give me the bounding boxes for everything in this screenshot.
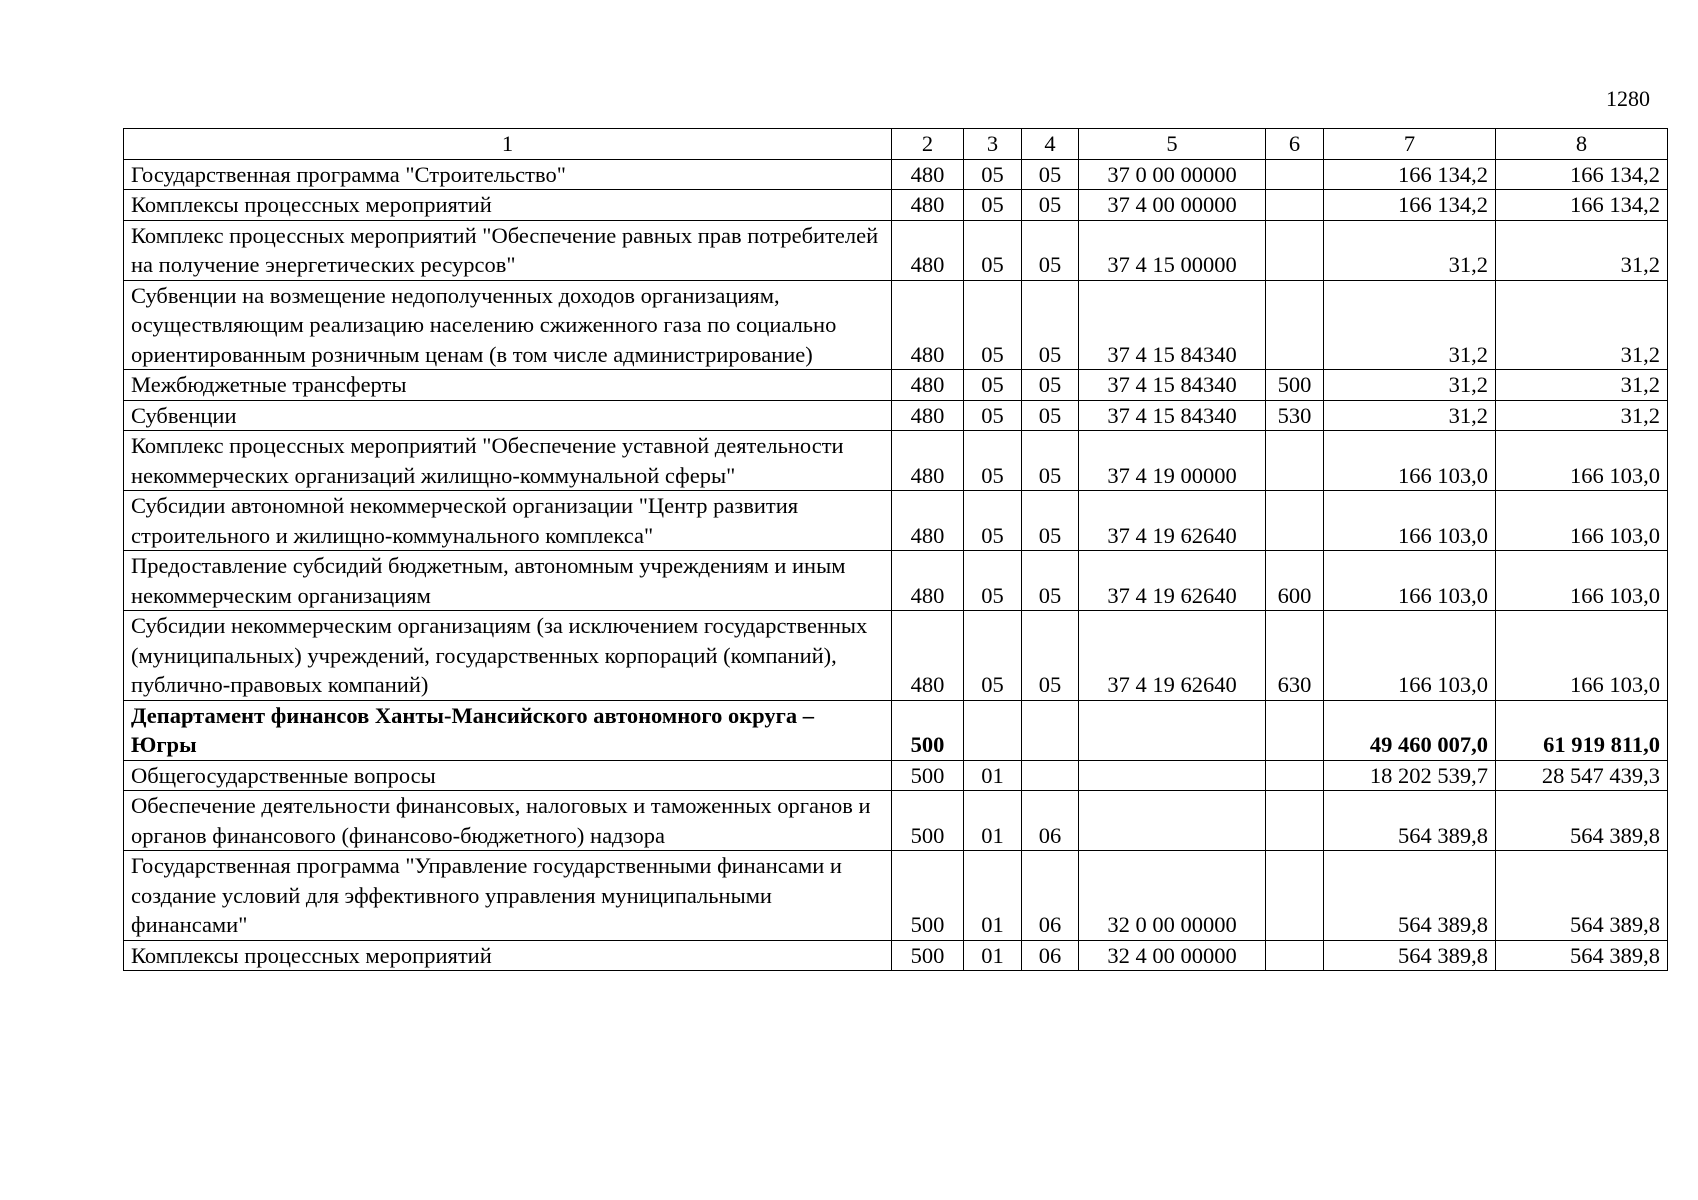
amount-col7-cell: 564 389,8 bbox=[1324, 791, 1496, 851]
expense-type-cell bbox=[1266, 220, 1324, 280]
amount-col8-cell: 61 919 811,0 bbox=[1496, 700, 1668, 760]
table-row bbox=[124, 551, 1668, 611]
section-cell: 05 bbox=[964, 370, 1022, 401]
header-row bbox=[124, 129, 1668, 160]
expense-type-cell bbox=[1266, 431, 1324, 491]
section-cell: 05 bbox=[964, 551, 1022, 611]
expense-type-cell: 500 bbox=[1266, 370, 1324, 401]
admin-code-cell: 480 bbox=[892, 190, 964, 221]
target-article-cell: 37 4 19 62640 bbox=[1079, 611, 1266, 701]
amount-col7-cell: 166 103,0 bbox=[1324, 611, 1496, 701]
table-row bbox=[124, 220, 1668, 280]
amount-col7-cell: 166 103,0 bbox=[1324, 431, 1496, 491]
admin-code-cell: 480 bbox=[892, 220, 964, 280]
amount-col7-cell: 166 134,2 bbox=[1324, 190, 1496, 221]
amount-col7-cell: 31,2 bbox=[1324, 400, 1496, 431]
amount-col8-cell: 31,2 bbox=[1496, 400, 1668, 431]
subsection-cell: 05 bbox=[1022, 491, 1079, 551]
amount-col8-cell: 564 389,8 bbox=[1496, 940, 1668, 971]
item-name-cell: Субвенции bbox=[124, 400, 892, 431]
amount-col7-cell: 31,2 bbox=[1324, 220, 1496, 280]
section-cell: 05 bbox=[964, 400, 1022, 431]
expense-type-cell bbox=[1266, 491, 1324, 551]
admin-code-cell: 480 bbox=[892, 400, 964, 431]
expense-type-cell: 600 bbox=[1266, 551, 1324, 611]
section-cell: 05 bbox=[964, 611, 1022, 701]
subsection-cell: 06 bbox=[1022, 940, 1079, 971]
amount-col7-cell: 564 389,8 bbox=[1324, 851, 1496, 941]
amount-col7-cell: 31,2 bbox=[1324, 370, 1496, 401]
section-cell: 01 bbox=[964, 940, 1022, 971]
target-article-cell: 37 4 00 00000 bbox=[1079, 190, 1266, 221]
item-name-cell: Государственная программа "Строительство" bbox=[124, 159, 892, 190]
item-name-cell: Предоставление субсидий бюджетным, автономным учреждениям и иным некоммерческим организациям bbox=[124, 551, 892, 611]
expense-type-cell bbox=[1266, 791, 1324, 851]
item-name-cell: Субсидии некоммерческим организациям (за исключением государственных (муниципальных) учреждений, государственных корпораций (компаний), публично-правовых компаний) bbox=[124, 611, 892, 701]
expense-type-cell bbox=[1266, 851, 1324, 941]
target-article-cell: 32 4 00 00000 bbox=[1079, 940, 1266, 971]
admin-code-cell: 500 bbox=[892, 700, 964, 760]
table-row bbox=[124, 760, 1668, 791]
target-article-cell bbox=[1079, 700, 1266, 760]
amount-col8-cell: 166 103,0 bbox=[1496, 491, 1668, 551]
table-row bbox=[124, 370, 1668, 401]
subsection-cell: 05 bbox=[1022, 280, 1079, 370]
expense-type-cell bbox=[1266, 159, 1324, 190]
expense-type-cell bbox=[1266, 700, 1324, 760]
target-article-cell: 37 4 15 00000 bbox=[1079, 220, 1266, 280]
amount-col8-cell: 28 547 439,3 bbox=[1496, 760, 1668, 791]
table-row bbox=[124, 851, 1668, 941]
table-row bbox=[124, 431, 1668, 491]
subsection-cell: 05 bbox=[1022, 370, 1079, 401]
target-article-cell: 37 4 19 62640 bbox=[1079, 491, 1266, 551]
target-article-cell: 37 0 00 00000 bbox=[1079, 159, 1266, 190]
page-number: 1280 bbox=[1606, 86, 1650, 111]
header-cell: 2 bbox=[892, 129, 964, 160]
item-name-cell: Обеспечение деятельности финансовых, налоговых и таможенных органов и органов финансового (финансово-бюджетного) надзора bbox=[124, 791, 892, 851]
admin-code-cell: 480 bbox=[892, 431, 964, 491]
amount-col8-cell: 166 134,2 bbox=[1496, 190, 1668, 221]
header-cell: 4 bbox=[1022, 129, 1079, 160]
amount-col7-cell: 49 460 007,0 bbox=[1324, 700, 1496, 760]
budget-table bbox=[123, 128, 1668, 971]
table-body bbox=[124, 129, 1668, 971]
header-cell: 5 bbox=[1079, 129, 1266, 160]
section-cell: 05 bbox=[964, 431, 1022, 491]
section-cell: 05 bbox=[964, 159, 1022, 190]
amount-col7-cell: 166 103,0 bbox=[1324, 551, 1496, 611]
subsection-cell: 05 bbox=[1022, 611, 1079, 701]
admin-code-cell: 480 bbox=[892, 159, 964, 190]
amount-col8-cell: 166 103,0 bbox=[1496, 611, 1668, 701]
table-row bbox=[124, 611, 1668, 701]
item-name-cell: Комплексы процессных мероприятий bbox=[124, 940, 892, 971]
subsection-cell: 05 bbox=[1022, 551, 1079, 611]
header-cell: 8 bbox=[1496, 129, 1668, 160]
table-row bbox=[124, 940, 1668, 971]
section-cell bbox=[964, 700, 1022, 760]
section-cell: 05 bbox=[964, 190, 1022, 221]
expense-type-cell bbox=[1266, 280, 1324, 370]
subsection-cell: 06 bbox=[1022, 851, 1079, 941]
expense-type-cell: 530 bbox=[1266, 400, 1324, 431]
item-name-cell: Комплекс процессных мероприятий "Обеспечение равных прав потребителей на получение энергетических ресурсов" bbox=[124, 220, 892, 280]
admin-code-cell: 480 bbox=[892, 491, 964, 551]
table-row bbox=[124, 791, 1668, 851]
table-row bbox=[124, 700, 1668, 760]
header-cell: 6 bbox=[1266, 129, 1324, 160]
subsection-cell: 05 bbox=[1022, 220, 1079, 280]
item-name-cell: Комплекс процессных мероприятий "Обеспечение уставной деятельности некоммерческих организаций жилищно-коммунальной сферы" bbox=[124, 431, 892, 491]
section-cell: 01 bbox=[964, 851, 1022, 941]
target-article-cell: 37 4 15 84340 bbox=[1079, 370, 1266, 401]
subsection-cell bbox=[1022, 700, 1079, 760]
subsection-cell bbox=[1022, 760, 1079, 791]
header-cell: 3 bbox=[964, 129, 1022, 160]
header-cell: 1 bbox=[124, 129, 892, 160]
table-row bbox=[124, 280, 1668, 370]
amount-col8-cell: 166 103,0 bbox=[1496, 551, 1668, 611]
amount-col8-cell: 31,2 bbox=[1496, 220, 1668, 280]
admin-code-cell: 480 bbox=[892, 551, 964, 611]
amount-col7-cell: 166 103,0 bbox=[1324, 491, 1496, 551]
target-article-cell: 37 4 15 84340 bbox=[1079, 400, 1266, 431]
admin-code-cell: 480 bbox=[892, 280, 964, 370]
admin-code-cell: 480 bbox=[892, 370, 964, 401]
section-cell: 01 bbox=[964, 760, 1022, 791]
item-name-cell: Субсидии автономной некоммерческой организации "Центр развития строительного и жилищно-коммунального комплекса" bbox=[124, 491, 892, 551]
item-name-cell: Общегосударственные вопросы bbox=[124, 760, 892, 791]
item-name-cell: Субвенции на возмещение недополученных доходов организациям, осуществляющим реализацию населению сжиженного газа по социально ориентированным розничным ценам (в том числе администрирование) bbox=[124, 280, 892, 370]
table-row bbox=[124, 159, 1668, 190]
target-article-cell: 37 4 15 84340 bbox=[1079, 280, 1266, 370]
expense-type-cell bbox=[1266, 940, 1324, 971]
subsection-cell: 05 bbox=[1022, 159, 1079, 190]
section-cell: 05 bbox=[964, 280, 1022, 370]
item-name-cell: Комплексы процессных мероприятий bbox=[124, 190, 892, 221]
expense-type-cell bbox=[1266, 760, 1324, 791]
header-cell: 7 bbox=[1324, 129, 1496, 160]
amount-col7-cell: 31,2 bbox=[1324, 280, 1496, 370]
amount-col8-cell: 166 103,0 bbox=[1496, 431, 1668, 491]
amount-col8-cell: 564 389,8 bbox=[1496, 791, 1668, 851]
amount-col8-cell: 564 389,8 bbox=[1496, 851, 1668, 941]
item-name-cell: Государственная программа "Управление государственными финансами и создание условий для эффективного управления муниципальными финансами" bbox=[124, 851, 892, 941]
target-article-cell: 32 0 00 00000 bbox=[1079, 851, 1266, 941]
table-row bbox=[124, 491, 1668, 551]
amount-col8-cell: 166 134,2 bbox=[1496, 159, 1668, 190]
target-article-cell bbox=[1079, 791, 1266, 851]
admin-code-cell: 500 bbox=[892, 791, 964, 851]
amount-col7-cell: 18 202 539,7 bbox=[1324, 760, 1496, 791]
target-article-cell: 37 4 19 00000 bbox=[1079, 431, 1266, 491]
amount-col8-cell: 31,2 bbox=[1496, 370, 1668, 401]
admin-code-cell: 500 bbox=[892, 940, 964, 971]
amount-col7-cell: 564 389,8 bbox=[1324, 940, 1496, 971]
item-name-cell: Межбюджетные трансферты bbox=[124, 370, 892, 401]
subsection-cell: 05 bbox=[1022, 400, 1079, 431]
admin-code-cell: 500 bbox=[892, 851, 964, 941]
section-cell: 01 bbox=[964, 791, 1022, 851]
section-cell: 05 bbox=[964, 491, 1022, 551]
target-article-cell bbox=[1079, 760, 1266, 791]
subsection-cell: 06 bbox=[1022, 791, 1079, 851]
subsection-cell: 05 bbox=[1022, 431, 1079, 491]
table-row bbox=[124, 400, 1668, 431]
expense-type-cell: 630 bbox=[1266, 611, 1324, 701]
subsection-cell: 05 bbox=[1022, 190, 1079, 221]
expense-type-cell bbox=[1266, 190, 1324, 221]
amount-col8-cell: 31,2 bbox=[1496, 280, 1668, 370]
admin-code-cell: 480 bbox=[892, 611, 964, 701]
table-row bbox=[124, 190, 1668, 221]
admin-code-cell: 500 bbox=[892, 760, 964, 791]
amount-col7-cell: 166 134,2 bbox=[1324, 159, 1496, 190]
section-cell: 05 bbox=[964, 220, 1022, 280]
item-name-cell: Департамент финансов Ханты-Мансийского автономного округа – Югры bbox=[124, 700, 892, 760]
target-article-cell: 37 4 19 62640 bbox=[1079, 551, 1266, 611]
